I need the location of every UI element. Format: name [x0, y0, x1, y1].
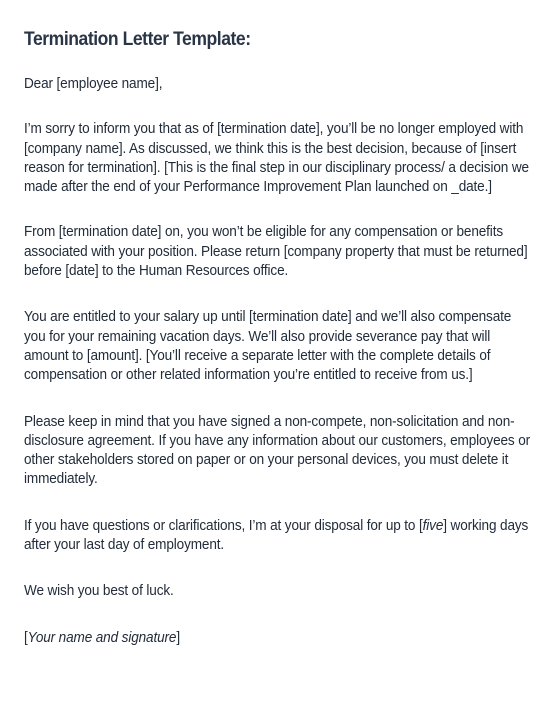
letter-document [24, 26, 532, 647]
paragraph-salary-severance: You are entitled to your salary up until [termination date] and we’ll also compensate you for your remaining vacation days. We’ll also provide severance pay that will amount to [amount]. [You’ll receive a separate letter with the complete details of compensation or other related information you’re entitled to receive from us.] [24, 308, 512, 384]
paragraph-questions [24, 516, 536, 555]
salutation: Dear [employee name], [24, 75, 163, 92]
signature-bracket-close: ] [176, 628, 180, 646]
signature-placeholder: Your name and signature [27, 628, 177, 646]
paragraph-compensation-eligibility: From [termination date] on, you won’t be eligible for any compensation or benefits associated with your position. Please return [company property that must be returned] before [date] to the Human Resources office. [24, 223, 528, 280]
signature-line [24, 628, 536, 647]
closing-line: We wish you best of luck. [24, 582, 174, 600]
paragraph-agreements: Please keep in mind that you have signed a non-compete, non-solicitation and non-disclosure agreement. If you have any information about our customers, employees or other stakeholders stored on paper or on your personal devices, you must delete it immediately. [24, 412, 531, 488]
document-title: Termination Letter Template: [24, 28, 251, 50]
paragraph-termination-notice: I’m sorry to inform you that as of [termination date], you’ll be no longer employed with [company name]. As discussed, we think this is the best decision, because of [insert reason for termination]. [This is the final step in our disciplinary process/ a decision we made after the end of your Performance Improvement Plan launched on _date.] [24, 120, 529, 196]
working-days-count: five [422, 516, 444, 534]
questions-text-end: ] working days after your last day of employment. [24, 516, 529, 554]
questions-text-start: If you have questions or clarifications, I’m at your disposal for up to [ [24, 516, 423, 534]
signature-bracket-open: [ [24, 628, 28, 646]
